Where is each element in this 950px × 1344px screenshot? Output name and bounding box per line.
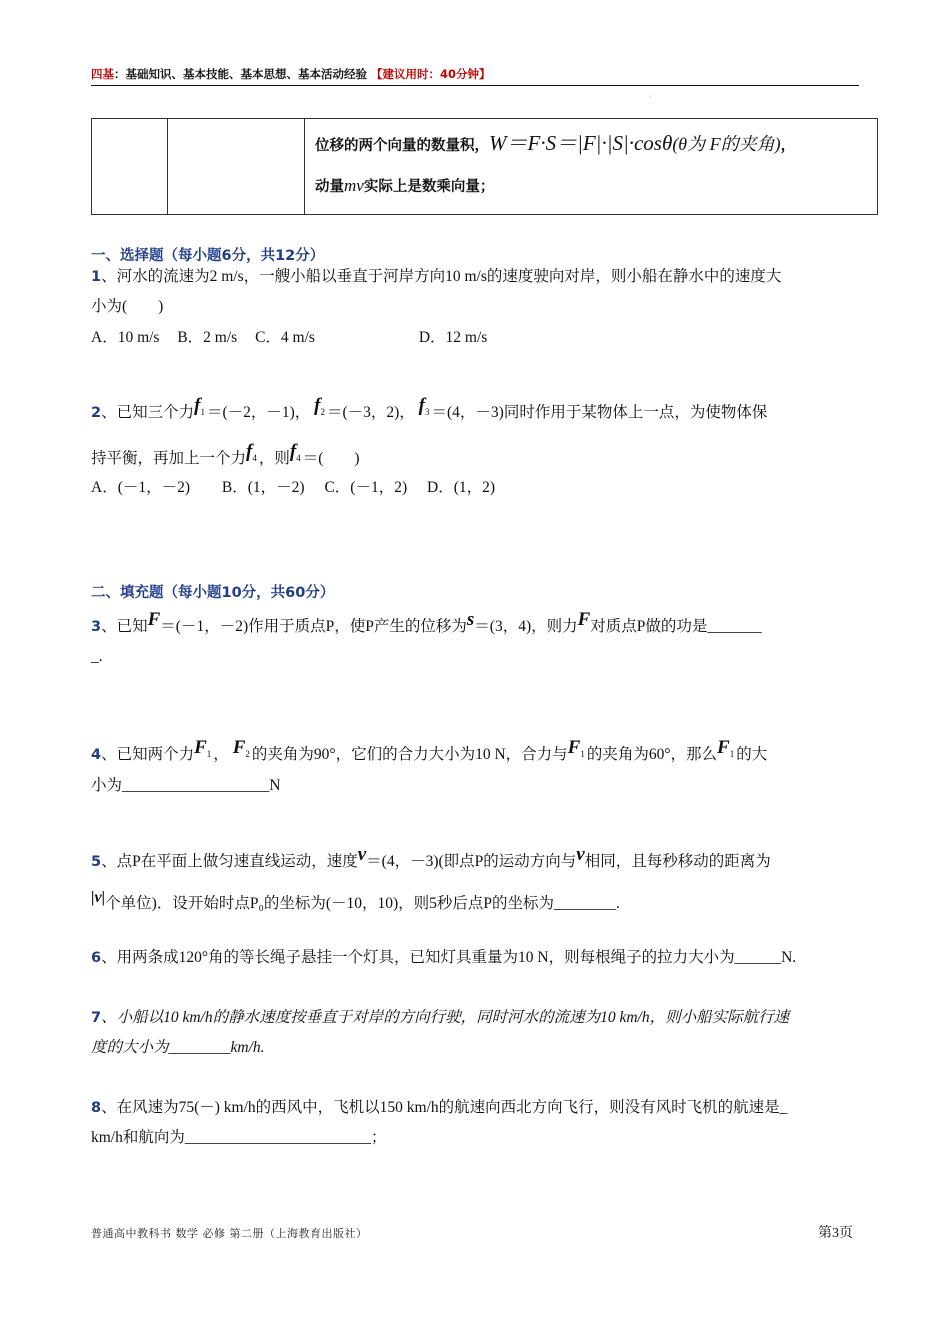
question-8: 8、在风速为75(－) km/h的西风中，飞机以150 km/h的航速向西北方向飞行，则没有风时飞机的航速是_ km/h和航向为________________________； [91,1099,788,1146]
table-cell-empty-2 [168,119,305,215]
option-c: C．(－1，2) [324,479,408,496]
momentum-line: 动量mv实际上是数乘向量； [315,176,495,195]
option-a: A．(－1，－2) [91,479,191,496]
option-b: B．2 m/s [177,329,238,346]
footer-publisher: 普通高中教科书 数学 必修 第二册（上海教育出版社） [91,1227,368,1240]
work-definition-text: 位移的两个向量的数量积， [315,138,489,154]
question-3: 3、已知F＝(－1，－2)作用于质点P，使P产生的位移为s＝(3，4)，则力F对质点P做的功是_______ _. [91,609,762,665]
question-6: 6、用两条成120°角的等长绳子悬挂一个灯具，已知灯具重量为10 N，则每根绳子的拉力大小为______N. [91,949,797,966]
question-number: 1 [91,269,102,285]
question-2-options [91,473,859,503]
page-header [91,66,859,82]
question-1: 1、河水的流速为2 m/s，一艘小船以垂直于河岸方向10 m/s的速度驶向对岸，则小船在静水中的速度大 小为( ) A．10 m/s B．2 m/s C．4 m/s D．12 m/s [91,262,859,353]
page-mark: ' [650,94,652,103]
question-4: 4、已知两个力F1 ， F2 的夹角为90°，它们的合力大小为10 N，合力与F1 的夹角为60°，那么F1 的大 小为___________________N [91,737,768,794]
table-cell-content [305,119,878,215]
footer-page-number: 第3页 [818,1226,853,1241]
question-5: 5、点P在平面上做匀速直线运动，速度v＝(4，－3)(即点P的运动方向与v相同，且每秒移动的距离为 |v|个单位)．设开始时点P₀的坐标为(－10，10)，则5秒后点P的坐标为________. [91,844,771,912]
header-prefix: 四基 [91,67,114,81]
option-a: A．10 m/s [91,329,160,346]
options-row [91,323,859,353]
header-rule [91,85,859,86]
header-content: ：基础知识、基本技能、基本思想、基本活动经验 [114,67,372,81]
option-d: D．(1，2) [427,479,496,496]
question-7: 7、小船以10 km/h的静水速度按垂直于对岸的方向行驶，同时河水的流速为10 km/h，则小船实际航行速 度的大小为________km/h. [91,1009,790,1056]
header-time: 【建议用时：40分钟】 [371,67,491,81]
table-cell-empty-1 [92,119,168,215]
section-title-choice: 一、选择题（每小题6分，共12分） [91,248,325,264]
option-c: C．4 m/s [255,329,315,346]
work-formula: W＝F·S＝|F|·|S|·cosθ(θ为 F的夹角) [489,131,781,155]
work-definition-line: 位移的两个向量的数量积，W＝F·S＝|F|·|S|·cosθ(θ为 F的夹角)， [315,131,796,155]
section-title-fill: 二、填充题（每小题10分，共60分） [91,585,335,601]
momentum-symbol: mv [344,176,364,195]
option-b: B．(1，－2) [221,479,305,496]
option-d: D．12 m/s [418,329,488,346]
definition-table [91,118,878,215]
question-2: 2、已知三个力f1 ＝(－2，－1)， f2 ＝(－3，2)， f3 ＝(4，－3)同时作用于某物体上一点，为使物体保 持平衡，再加上一个力f4 ，则f4 ＝( ) [91,395,768,467]
